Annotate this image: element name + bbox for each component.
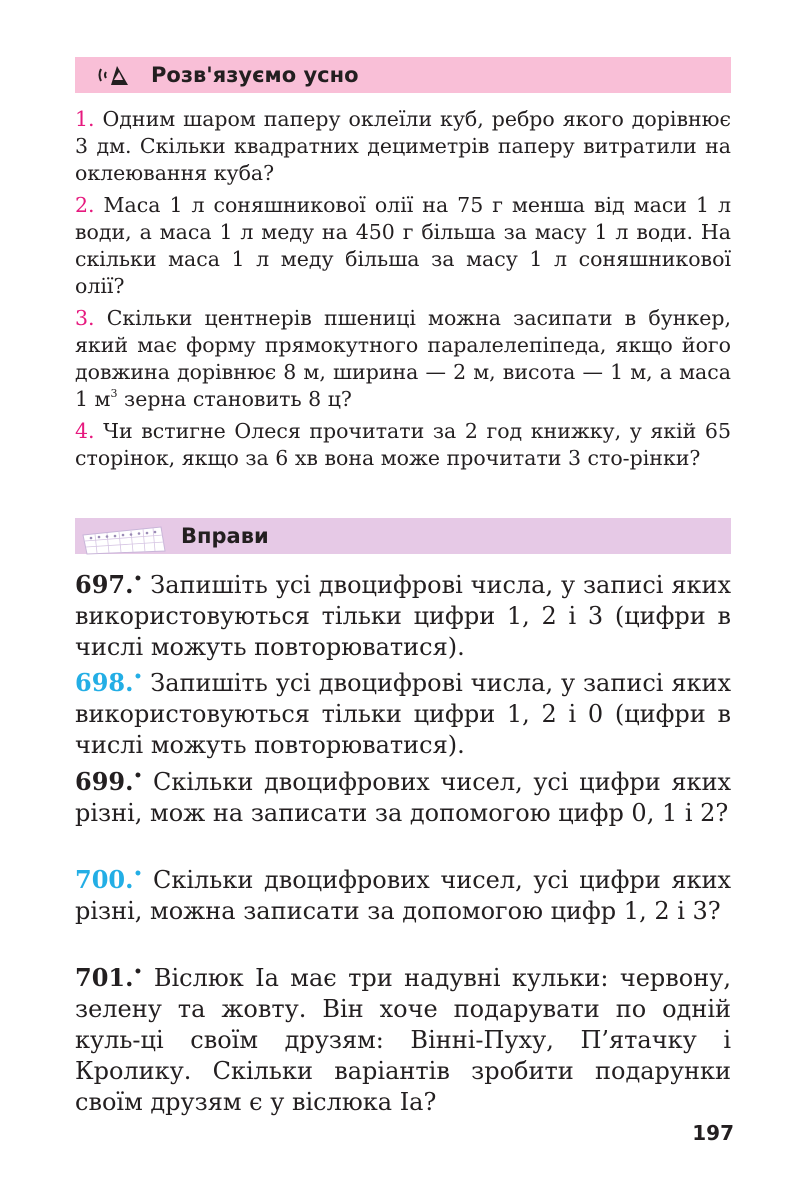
difficulty-dot: • (133, 669, 143, 685)
oral-task-text: Скільки центнерів пшениці можна засипати в бункер, який має форму прямокутного паралелепіпеда, якщо його довжина дорівнює 8 м, ширина — 2 м, висота — 1 м, а маса 1 м (75, 306, 731, 411)
superscript-exponent: 3 (110, 387, 118, 400)
oral-task-4 (75, 418, 731, 472)
exercise-text: Запишіть усі двоцифрові числа, у записі яких використовуються тільки цифри 1, 2 і 0 (цифри в числі можуть повторюватися). (75, 669, 731, 759)
exercise-number: 700. (75, 865, 134, 894)
exercises-section-header (75, 518, 731, 554)
exercise-text: Запишіть усі двоцифрові числа, у записі яких використовуються тільки цифри 1, 2 і 3 (цифри в числі можуть повторюватися). (75, 571, 731, 661)
oral-task-text: Маса 1 л соняшникової олії на 75 г менша від маси 1 л води, а маса 1 л меду на 450 г більша за масу 1 л води. На скільки маса 1 л меду більша за масу 1 л соняшникової олії? (75, 193, 731, 298)
difficulty-dot: • (133, 866, 143, 882)
oral-task-2 (75, 192, 731, 300)
exercise-701 (75, 962, 731, 1118)
oral-section-header (75, 57, 731, 93)
oral-section-title: Розв'язуємо усно (151, 63, 359, 87)
oral-task-text-end: зерна становить 8 ц? (117, 387, 352, 411)
exercise-700 (75, 864, 731, 927)
exercise-number: 699. (75, 767, 134, 796)
exercise-698 (75, 667, 731, 761)
difficulty-dot: • (133, 964, 143, 980)
oral-task-number: 3. (75, 306, 95, 330)
page-number: 197 (692, 1121, 734, 1145)
oral-task-number: 4. (75, 419, 95, 443)
exercise-number: 698. (75, 668, 134, 697)
difficulty-dot: • (133, 768, 143, 784)
oral-task-3 (75, 305, 731, 413)
exercise-number: 697. (75, 570, 134, 599)
exercise-697 (75, 569, 731, 663)
oral-task-1 (75, 106, 731, 187)
notebook-icon (81, 521, 173, 555)
difficulty-dot: • (133, 571, 143, 587)
oral-task-number: 1. (75, 107, 95, 131)
exercise-number: 701. (75, 963, 134, 992)
oral-task-text: Чи встигне Олеся прочитати за 2 год книжку, у якій 65 сторінок, якщо за 6 хв вона може прочитати 3 сто-рінки? (75, 419, 731, 470)
speech-icon (97, 61, 131, 89)
oral-task-number: 2. (75, 193, 95, 217)
exercise-699 (75, 766, 731, 829)
exercise-text: Скільки двоцифрових чисел, усі цифри яких різні, можна записати за допомогою цифр 1, 2 і 3? (75, 866, 731, 925)
exercises-section-title: Вправи (181, 524, 269, 548)
exercise-text: Віслюк Іа має три надувні кульки: червону, зелену та жовту. Він хоче подарувати по одній куль-ці своїм друзям: Вінні-Пуху, П’ятачку і Кролику. Скільки варіантів зробити подарунки своїм друзям є у віслюка Іа? (75, 964, 731, 1116)
oral-task-text: Одним шаром паперу оклеїли куб, ребро якого дорівнює 3 дм. Скільки квадратних дециметрів паперу витратили на оклеювання куба? (75, 107, 731, 185)
exercise-text: Скільки двоцифрових чисел, усі цифри яких різні, мож на записати за допомогою цифр 0, 1 і 2? (75, 768, 731, 827)
